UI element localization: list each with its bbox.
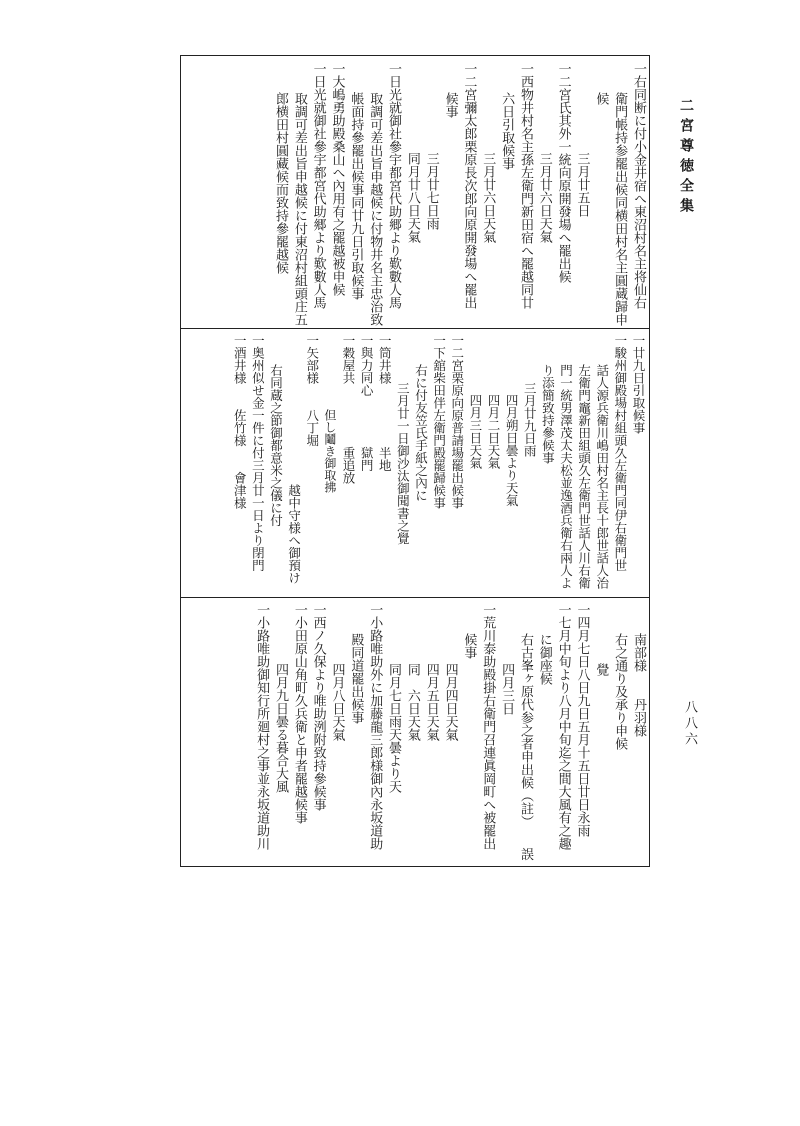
date-line: 四月二日天氣: [486, 394, 501, 469]
date-line: 四月朔日曇より天氣: [504, 394, 520, 507]
date-line: 同月七日雨天曇より天: [386, 663, 402, 793]
text-line: 一西ノ久保より唯助洌附致持參候事: [310, 603, 326, 811]
text-line: 右古峯ヶ原代参之者申出候（註） 誤: [517, 633, 533, 861]
date-line: 三月廿九日雨: [522, 382, 538, 457]
text-line: 一與力同心 獄門: [359, 334, 375, 472]
text-line: 一矢部様 八丁堀: [304, 334, 320, 447]
text-line: 殿同道罷出候事: [348, 633, 364, 724]
date-line: 三月廿七日雨: [423, 152, 439, 230]
text-line: 南部様 丹羽様: [631, 633, 646, 737]
text-line: 取調可差出旨申越候に付物井名主忠治致: [367, 92, 383, 326]
text-line: 一日光就御社參宇都宮代助郷より歎數人馬: [386, 62, 402, 309]
top-section-text: [270, 62, 647, 324]
text-line: 右之通り及承り申候: [612, 633, 628, 750]
text-line: 郎横田村圓藏候而致持參罷越候: [272, 92, 288, 274]
text-line: 三月廿一日御沙汰御聞書之覺: [395, 382, 411, 545]
text-line: 帳面持參罷出候事同廿九日引取候事: [348, 92, 364, 300]
text-line: 一小田原山角町久兵衛と申者罷越候事: [291, 603, 307, 824]
text-line: 一荒川泰助殿掛右衛門召連眞岡町へ被罷出: [480, 603, 496, 850]
date-line: 四月三日天氣: [467, 394, 483, 469]
text-line: 一筒井様 半地: [377, 334, 393, 472]
text-line: 一小路唯助外に加藤龍三郎様御內永坂道助: [367, 603, 383, 850]
date-line: 三月廿六日天氣: [536, 152, 552, 243]
text-line: 一大嶋勇助殿桑山へ內用有之罷越被申候: [329, 62, 345, 296]
text-line: 一廿九日引取候事: [631, 334, 646, 434]
heading-line: 覺: [593, 663, 609, 676]
text-line: 一日光就御社參宇都宮代助郷より歎數人馬: [310, 62, 326, 309]
date-line: 三月廿五日: [574, 152, 590, 217]
text-line: 一酒井様 佐竹様 會津様: [232, 334, 248, 509]
text-line: 衛門帳持参罷出候同横田村名主圓蔵歸申: [612, 92, 628, 326]
text-line: 六日引取候事: [499, 92, 515, 170]
date-line: 四月四日天氣: [442, 663, 458, 741]
note-line: 但し鬮き御取拂: [322, 409, 337, 493]
running-header-title: 二宮尊徳全集: [678, 98, 694, 218]
text-line: 候: [593, 92, 609, 105]
text-line: 一右同断に付小金井宿へ東沼村名主将仙右: [631, 62, 646, 309]
date-line: 同 六日天氣: [404, 663, 420, 741]
text-line: 候事: [461, 633, 477, 659]
date-line: 四月三日: [499, 663, 515, 715]
text-line: 左衛門竈新田組頭久左衛門世話人川右衛: [576, 364, 592, 589]
text-line: 越中守様へ御預け: [286, 484, 302, 584]
date-line: 四月五日天氣: [423, 663, 439, 741]
text-line: 取調可差出旨申越候に付東沼村組頭庄五: [291, 92, 307, 326]
text-line: 話人源兵衛川嶋田村名主長十郎世話人治: [594, 364, 610, 589]
text-line: 一下舘柴田伴左衛門殿罷歸候事: [431, 334, 447, 509]
text-line: 一七月中旬より八月中旬迄之間大風有之趣: [555, 603, 571, 850]
text-line: 一小路唯助御知行所廻村之事並永坂道助川: [254, 603, 270, 850]
text-line: 一奥州似せ金一件に付三月廿一日より閉門: [250, 334, 266, 572]
date-line: 四月九日曇る暮合大風: [272, 663, 288, 793]
section-divider-1: [180, 328, 650, 329]
text-line: 一二宮栗原向原普請場罷出候事: [449, 334, 465, 509]
section-divider-2: [180, 597, 650, 598]
date-line: 四月八日天氣: [329, 663, 345, 741]
text-line: 候事: [442, 92, 458, 118]
text-line: 右に付友笠氏手紙之內に: [413, 364, 429, 502]
text-line: に御座候: [536, 633, 552, 685]
page-number: 八八六: [682, 700, 697, 748]
text-line: 門一統男澤茂太夫松並逸酒兵衛右兩人よ: [558, 364, 574, 589]
middle-section-text: [230, 334, 647, 592]
date-line: 同月廿八日天氣: [404, 152, 420, 243]
text-line: 一西物井村名主孫左衛門新田宿へ罷越同廿: [517, 62, 533, 309]
date-line: 三月廿六日天氣: [480, 152, 496, 243]
text-line: 一穀屋共 重追放: [341, 334, 356, 484]
text-line: 一二宮彌太郎栗原長次郎向原開發場へ罷出: [461, 62, 477, 309]
text-line: 一四月七日八日九日五月十五日廿日永雨: [574, 603, 590, 837]
text-line: 一駿州御殿場村組頭久左衛門同伊右衛門世: [612, 334, 628, 572]
bottom-section-text: [251, 603, 647, 861]
text-line: り添簡致持參候事: [540, 364, 556, 464]
text-line: 一二宮氏其外一統向原開發場へ罷出候: [555, 62, 571, 283]
text-line: 右同蔵之節御都意米之儀に付: [268, 364, 284, 527]
